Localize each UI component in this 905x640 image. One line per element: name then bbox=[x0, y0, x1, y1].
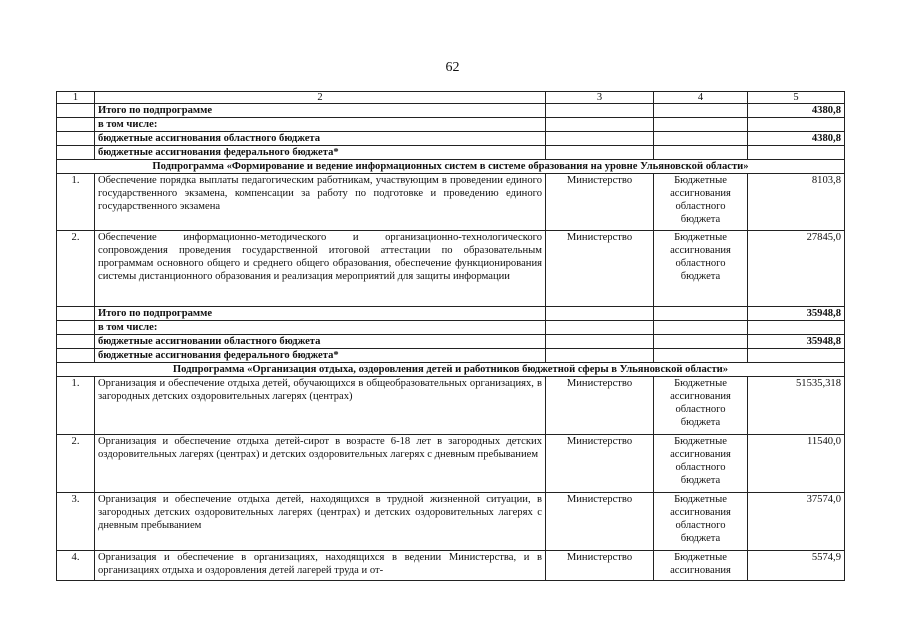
summary-total-row bbox=[57, 104, 845, 118]
row-number: 2. bbox=[57, 435, 95, 493]
row-funding-source: Бюджетные ассигнования областного бюджета bbox=[654, 174, 748, 231]
row-value: 8103,8 bbox=[748, 174, 845, 231]
column-number: 4 bbox=[654, 92, 748, 104]
row-value: 5574,9 bbox=[748, 551, 845, 581]
subprogram-title: Подпрограмма «Организация отдыха, оздоровления детей и работников бюджетной сферы в Ульяновской области» bbox=[57, 363, 845, 377]
row-value: 27845,0 bbox=[748, 231, 845, 307]
row-responsible: Министерство bbox=[546, 174, 654, 231]
summary-value: 4380,8 bbox=[748, 104, 845, 118]
row-description: Организация и обеспечение отдыха детей, обучающихся в общеобразовательных организациях, в загородных детских оздоровительных лагерях (центрах) bbox=[95, 377, 546, 435]
summary-federal-row bbox=[57, 349, 845, 363]
summary-regional-row bbox=[57, 132, 845, 146]
row-responsible: Министерство bbox=[546, 435, 654, 493]
column-number: 3 bbox=[546, 92, 654, 104]
summary-label: в том числе: bbox=[95, 118, 546, 132]
page-number: 62 bbox=[445, 60, 460, 75]
row-responsible: Министерство bbox=[546, 377, 654, 435]
table-row bbox=[57, 174, 845, 231]
subprogram-title-row bbox=[57, 363, 845, 377]
row-number: 1. bbox=[57, 377, 95, 435]
summary-including-row bbox=[57, 321, 845, 335]
table-row bbox=[57, 377, 845, 435]
summary-value: 35948,8 bbox=[748, 307, 845, 321]
summary-label: в том числе: bbox=[95, 321, 546, 335]
table-row bbox=[57, 493, 845, 551]
table-row bbox=[57, 231, 845, 307]
summary-total-row bbox=[57, 307, 845, 321]
row-number: 3. bbox=[57, 493, 95, 551]
summary-regional-row bbox=[57, 335, 845, 349]
row-number: 4. bbox=[57, 551, 95, 581]
row-description: Обеспечение порядка выплаты педагогическим работникам, участвующим в проведении единого государственного экзамена, компенсации за работу по подготовке и проведению единого государственного экзамена bbox=[95, 174, 546, 231]
row-funding-source: Бюджетные ассигнования областного бюджета bbox=[654, 231, 748, 307]
summary-label: бюджетные ассигнования федерального бюджета* bbox=[95, 146, 546, 160]
row-funding-source: Бюджетные ассигнования областного бюджета bbox=[654, 435, 748, 493]
summary-value: 4380,8 bbox=[748, 132, 845, 146]
row-funding-source: Бюджетные ассигнования областного бюджета bbox=[654, 493, 748, 551]
row-description: Организация и обеспечение отдыха детей, находящихся в трудной жизненной ситуации, в загородных детских оздоровительных лагерях (центрах) и детских оздоровительных лагерях с дневным пребыванием bbox=[95, 493, 546, 551]
summary-federal-row bbox=[57, 146, 845, 160]
row-value: 37574,0 bbox=[748, 493, 845, 551]
summary-label: бюджетные ассигнования федерального бюджета* bbox=[95, 349, 546, 363]
row-description: Обеспечение информационно-методического и организационно-технологического сопровождения проведения государственной итоговой аттестации по образовательным программам основного общего и среднего общего образования, обеспечение функционирования системы дистанционного образования и реализация мероприятий для защиты информации bbox=[95, 231, 546, 307]
table-row bbox=[57, 435, 845, 493]
summary-label: Итого по подпрограмме bbox=[95, 307, 546, 321]
summary-label: бюджетные ассигнования областного бюджета bbox=[95, 132, 546, 146]
row-funding-source: Бюджетные ассигнования областного бюджета bbox=[654, 377, 748, 435]
column-number-row bbox=[57, 92, 845, 104]
column-number: 2 bbox=[95, 92, 546, 104]
row-responsible: Министерство bbox=[546, 551, 654, 581]
row-value: 11540,0 bbox=[748, 435, 845, 493]
summary-including-row bbox=[57, 118, 845, 132]
summary-label: Итого по подпрограмме bbox=[95, 104, 546, 118]
row-description: Организация и обеспечение отдыха детей-сирот в возрасте 6-18 лет в загородных детских оздоровительных лагерях (центрах) и детских оздоровительных лагерях с дневным пребыванием bbox=[95, 435, 546, 493]
subprogram-title: Подпрограмма «Формирование и ведение информационных систем в системе образования на уровне Ульяновской области» bbox=[57, 160, 845, 174]
row-funding-source: Бюджетные ассигнования bbox=[654, 551, 748, 581]
row-responsible: Министерство bbox=[546, 493, 654, 551]
row-number: 1. bbox=[57, 174, 95, 231]
row-value: 51535,318 bbox=[748, 377, 845, 435]
summary-value: 35948,8 bbox=[748, 335, 845, 349]
row-responsible: Министерство bbox=[546, 231, 654, 307]
row-number: 2. bbox=[57, 231, 95, 307]
budget-table bbox=[56, 91, 845, 581]
subprogram-title-row bbox=[57, 160, 845, 174]
column-number: 5 bbox=[748, 92, 845, 104]
summary-label: бюджетные ассигновании областного бюджета bbox=[95, 335, 546, 349]
row-description: Организация и обеспечение в организациях, находящихся в ведении Министерства, и в организациях отдыха и оздоровления детей лагерей труда и от- bbox=[95, 551, 546, 581]
table-row bbox=[57, 551, 845, 581]
column-number: 1 bbox=[57, 92, 95, 104]
